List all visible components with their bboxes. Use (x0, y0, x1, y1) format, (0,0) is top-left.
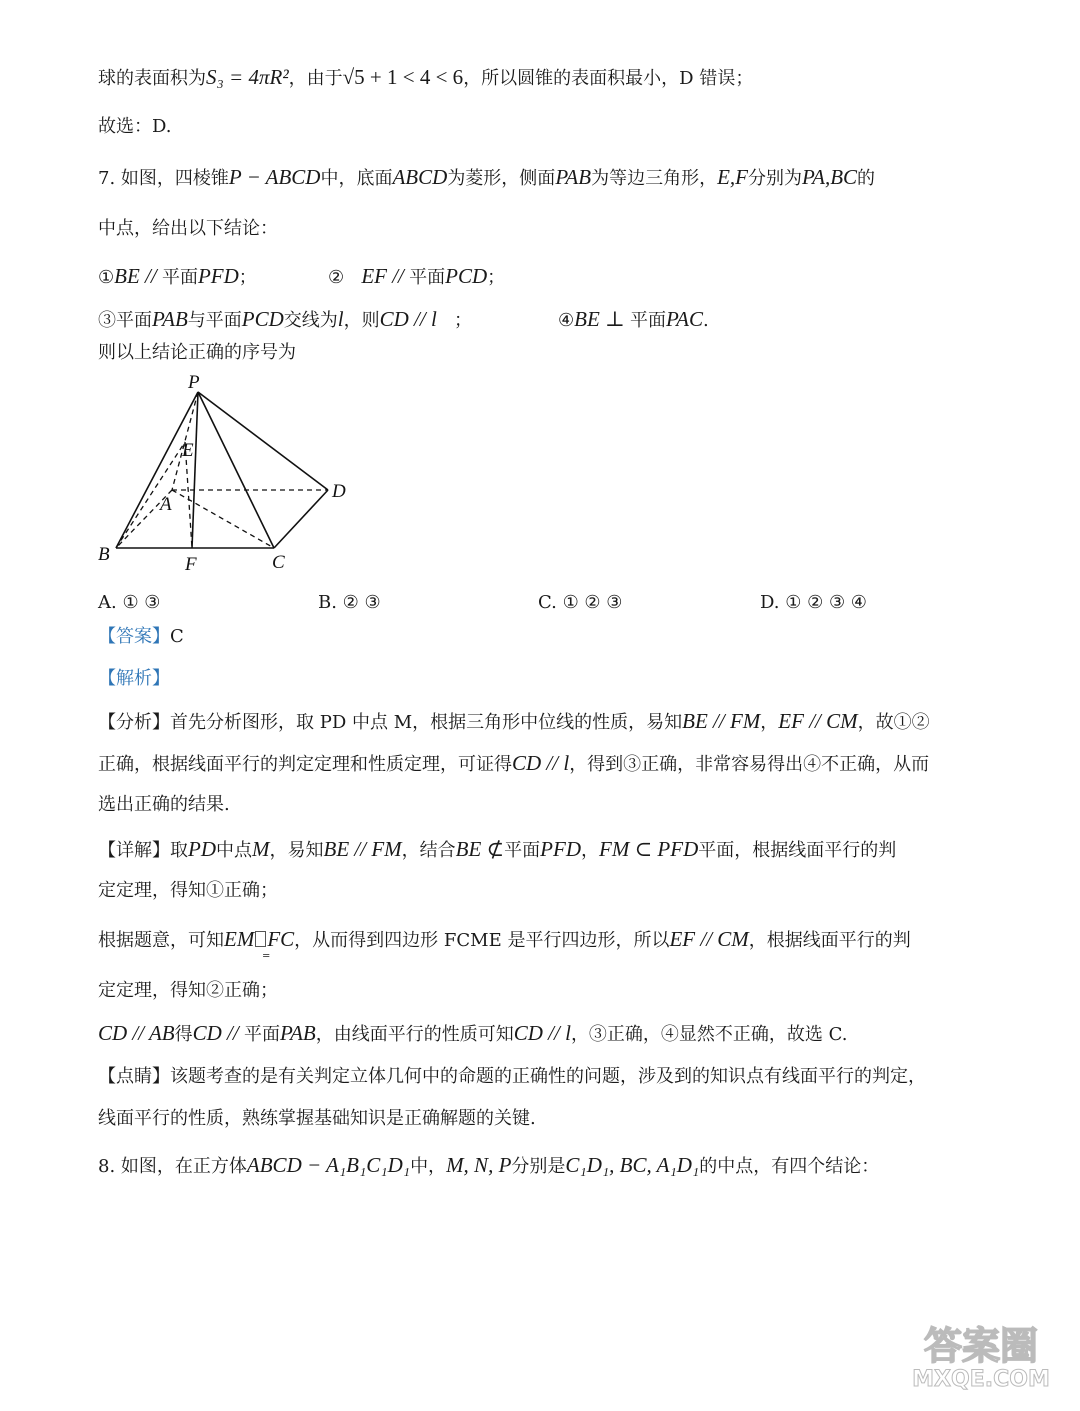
text: 平面，根据线面平行的判 (698, 840, 897, 861)
dianjing-tag: 【点睛】 (98, 1066, 170, 1087)
math-inequality: √5 + 1 < 4 < 6 (342, 65, 464, 89)
text: 平面 (409, 267, 446, 288)
xiangjie-line-5 (98, 1022, 848, 1046)
text: 分别为 (748, 168, 802, 189)
math: CD // (192, 1021, 244, 1045)
answer-line (98, 626, 184, 648)
math-surface-area: S₃ = 4πR² (206, 65, 289, 89)
text: 得 (174, 1024, 193, 1045)
xiangjie-line-2: 定定理，得知①正确； (98, 880, 278, 901)
text: ； (487, 267, 506, 288)
q7-conclusion-1 (98, 265, 257, 289)
math: FC (267, 927, 295, 951)
math: FM ⊂ PFD (599, 837, 699, 861)
text: ； (453, 310, 472, 331)
text: ④ (558, 310, 575, 331)
text: ，易知 (269, 840, 324, 861)
edge-CD (274, 490, 328, 548)
math: PCD (241, 307, 284, 331)
math: PFD (540, 837, 581, 861)
text: 取 (170, 840, 188, 861)
option-b: B. ② ③ (318, 592, 381, 613)
math: C₁D₁, BC, A₁D₁ (565, 1153, 700, 1177)
math: ABCD − A₁B₁C₁D₁ (246, 1153, 411, 1177)
math: ABCD (392, 165, 448, 189)
math: EF // CM (669, 927, 749, 951)
text: ，所以圆锥的表面积最小，D 错误； (463, 68, 754, 89)
pyramid-figure (90, 370, 370, 580)
text: 正确，根据线面平行的判定定理和性质定理，可证得 (98, 754, 512, 775)
text: 球的表面积为 (98, 68, 206, 89)
edge-PB (116, 392, 198, 548)
xiangjie-line-4: 定定理，得知②正确； (98, 980, 278, 1001)
watermark-logo (896, 1325, 1066, 1405)
label-F: F (185, 554, 197, 575)
option-d: D. ① ② ③ ④ (760, 592, 867, 613)
edge-PD (198, 392, 328, 490)
text: 首先分析图形，取 PD 中点 M，根据三角形中位线的性质，易知 (170, 712, 683, 733)
math: EF // CM (778, 709, 858, 733)
text: 平面 (504, 840, 541, 861)
math: CD // l (512, 751, 570, 775)
math: BE // FM (682, 709, 761, 733)
text: ，由线面平行的性质可知 (315, 1024, 514, 1045)
text: 中，底面 (320, 168, 393, 189)
math: P − ABCD (228, 165, 321, 189)
q7-ask: 则以上结论正确的序号为 (98, 342, 296, 363)
math: PAB (555, 165, 592, 189)
fenxi-line-2 (98, 752, 929, 776)
edge-PC (198, 392, 274, 548)
answer-tag: 【答案】 (98, 626, 170, 647)
option-c: C. ① ② ③ (538, 592, 623, 613)
edge-BE (116, 442, 185, 548)
analysis-tag: 【解析】 (98, 668, 170, 689)
watermark-top: 答案圈 (923, 1323, 1038, 1368)
q7-conclusion-4 (558, 308, 709, 332)
label-P: P (188, 372, 200, 393)
math: M, N, P (446, 1153, 512, 1177)
math: BE ⊥ (574, 307, 631, 331)
text: ， (760, 712, 779, 733)
math: BE // (114, 264, 162, 288)
option-a: A. ① ③ (98, 592, 161, 613)
text: ③平面 (98, 310, 152, 331)
math: PCD (445, 264, 488, 288)
math: CD // l (379, 307, 437, 331)
text: 交线为 (283, 310, 338, 331)
math: BE // FM (323, 837, 402, 861)
fenxi-line-1 (98, 710, 930, 734)
xiangjie-line-3 (98, 927, 911, 962)
q7-conclusion-2 (328, 265, 505, 289)
text: ，得到③正确，非常容易得出④不正确，从而 (569, 754, 930, 775)
text: 为等边三角形， (591, 168, 718, 189)
math: PAB (279, 1021, 316, 1045)
math: BE ⊄ (455, 837, 505, 861)
text: ，由于 (288, 68, 343, 89)
missing-glyph-box (255, 931, 266, 947)
math: PD (188, 837, 216, 861)
text: 根据题意，可知 (98, 930, 224, 951)
text: 分别是 (511, 1156, 566, 1177)
text: ，从而得到四边形 FCME 是平行四边形，所以 (294, 930, 670, 951)
text: 的 (857, 168, 876, 189)
text: 平面 (161, 267, 198, 288)
math: CD // l (513, 1021, 571, 1045)
text: 中点 (216, 840, 252, 861)
label-C: C (272, 552, 285, 573)
label-D: D (332, 481, 346, 502)
q7-conclusion-3 (98, 308, 472, 332)
math: EM (224, 927, 255, 951)
text: 7. 如图，四棱锥 (98, 168, 229, 189)
text: 平面 (630, 310, 667, 331)
answer-value: C (170, 626, 184, 647)
text: ； (238, 267, 257, 288)
watermark-bottom: MXQE.COM (912, 1367, 1050, 1392)
text: 与平面 (187, 310, 242, 331)
xiangjie-tag: 【详解】 (98, 840, 170, 861)
prev-line-1 (98, 66, 753, 90)
label-B: B (98, 544, 110, 565)
xiangjie-line-1 (98, 838, 896, 862)
text: 中， (410, 1156, 447, 1177)
text: 为菱形，侧面 (447, 168, 556, 189)
edge-AC (172, 490, 274, 548)
edge-PF (192, 392, 198, 548)
text: 8. 如图，在正方体 (98, 1156, 247, 1177)
text: 的中点，有四个结论： (699, 1156, 880, 1177)
text: ，结合 (401, 840, 456, 861)
q7-stem-line-2: 中点，给出以下结论： (98, 218, 278, 239)
q8-stem (98, 1154, 879, 1178)
text: ① (98, 267, 115, 288)
equal-mark: = (262, 951, 271, 962)
text: ，则 (343, 310, 380, 331)
text: 该题考查的是有关判定立体几何中的命题的正确性的问题，涉及到的知识点有线面平行的判定， (170, 1066, 926, 1087)
math: EF // (361, 264, 410, 288)
text: ，根据线面平行的判 (748, 930, 911, 951)
text: ，故①② (857, 712, 930, 733)
math: PA,BC (802, 165, 858, 189)
math: PFD (197, 264, 239, 288)
dianjing-line-1 (98, 1066, 926, 1088)
fenxi-line-3: 选出正确的结果. (98, 794, 230, 815)
em-fc-relation (224, 927, 295, 962)
text: ② (328, 267, 345, 288)
label-A: A (160, 494, 172, 515)
math: PAC (666, 307, 704, 331)
text: . (703, 310, 709, 331)
text: ， (581, 840, 599, 861)
dianjing-line-2: 线面平行的性质，熟练掌握基础知识是正确解题的关键. (98, 1108, 536, 1129)
prev-line-2: 故选：D. (98, 116, 172, 137)
math: M (252, 837, 270, 861)
math: l (337, 307, 344, 331)
text: ，③正确，④显然不正确，故选 C. (570, 1024, 848, 1045)
text: 平面 (243, 1024, 280, 1045)
q7-stem-line-1 (98, 166, 875, 190)
fenxi-tag: 【分析】 (98, 712, 170, 733)
math: PAB (152, 307, 188, 331)
label-E: E (182, 440, 194, 461)
math: E,F (717, 165, 748, 189)
math: CD // AB (98, 1021, 175, 1045)
